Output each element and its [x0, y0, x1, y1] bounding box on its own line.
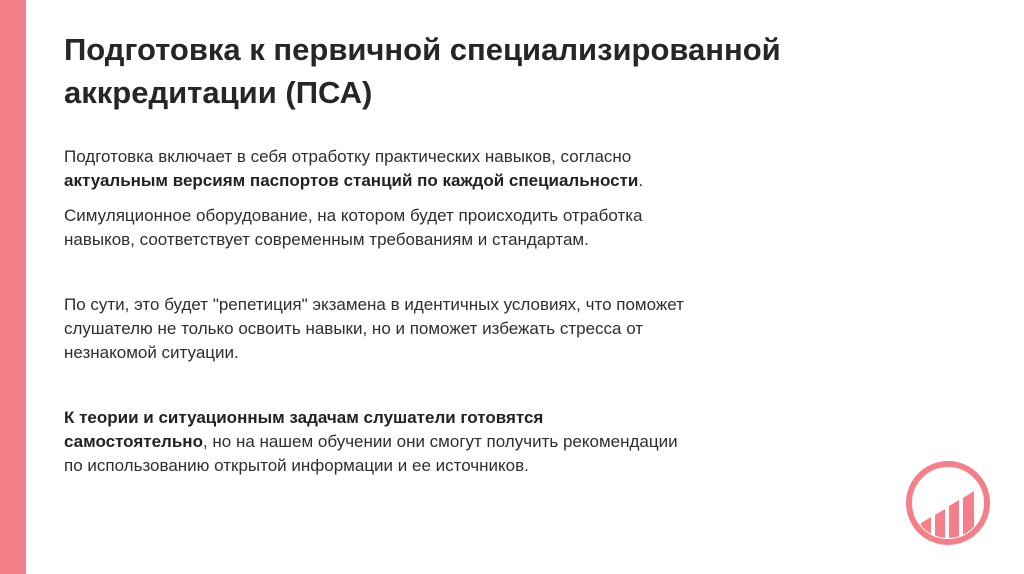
paragraph-equipment: [64, 204, 824, 252]
p4-line-3: по использованию открытой информации и ее источников.: [64, 456, 529, 475]
p2-line-1: Симуляционное оборудование, на котором будет происходить отработка: [64, 206, 643, 225]
p3-line-1: По сути, это будет "репетиция" экзамена в идентичных условиях, что поможет: [64, 295, 684, 314]
p3-line-2: слушателю не только освоить навыки, но и поможет избежать стресса от: [64, 319, 644, 338]
paragraph-practical-skills: [64, 145, 824, 193]
p2-line-2: навыков, соответствует современным требованиям и стандартам.: [64, 230, 589, 249]
p4-text-1: , но на нашем обучении они смогут получить рекомендации: [202, 432, 678, 451]
p1-bold: актуальным версиям паспортов станций по каждой специальности: [64, 171, 639, 190]
p1-end: .: [638, 171, 644, 190]
paragraph-theory: [64, 406, 824, 478]
title-line-1: Подготовка к первичной специализированной: [64, 32, 781, 67]
paragraph-rehearsal: [64, 293, 824, 365]
p4-bold-2: самостоятельно: [64, 432, 203, 451]
left-accent-bar: [0, 0, 26, 574]
slide-title: [64, 28, 964, 114]
p3-line-3: незнакомой ситуации.: [64, 343, 239, 362]
p4-bold-1: К теории и ситуационным задачам слушатели готовятся: [64, 408, 544, 427]
growth-bars-logo-icon: [904, 459, 992, 547]
p1-text: Подготовка включает в себя отработку практических навыков, согласно: [64, 147, 632, 166]
title-line-2: аккредитации (ПСА): [64, 75, 373, 110]
